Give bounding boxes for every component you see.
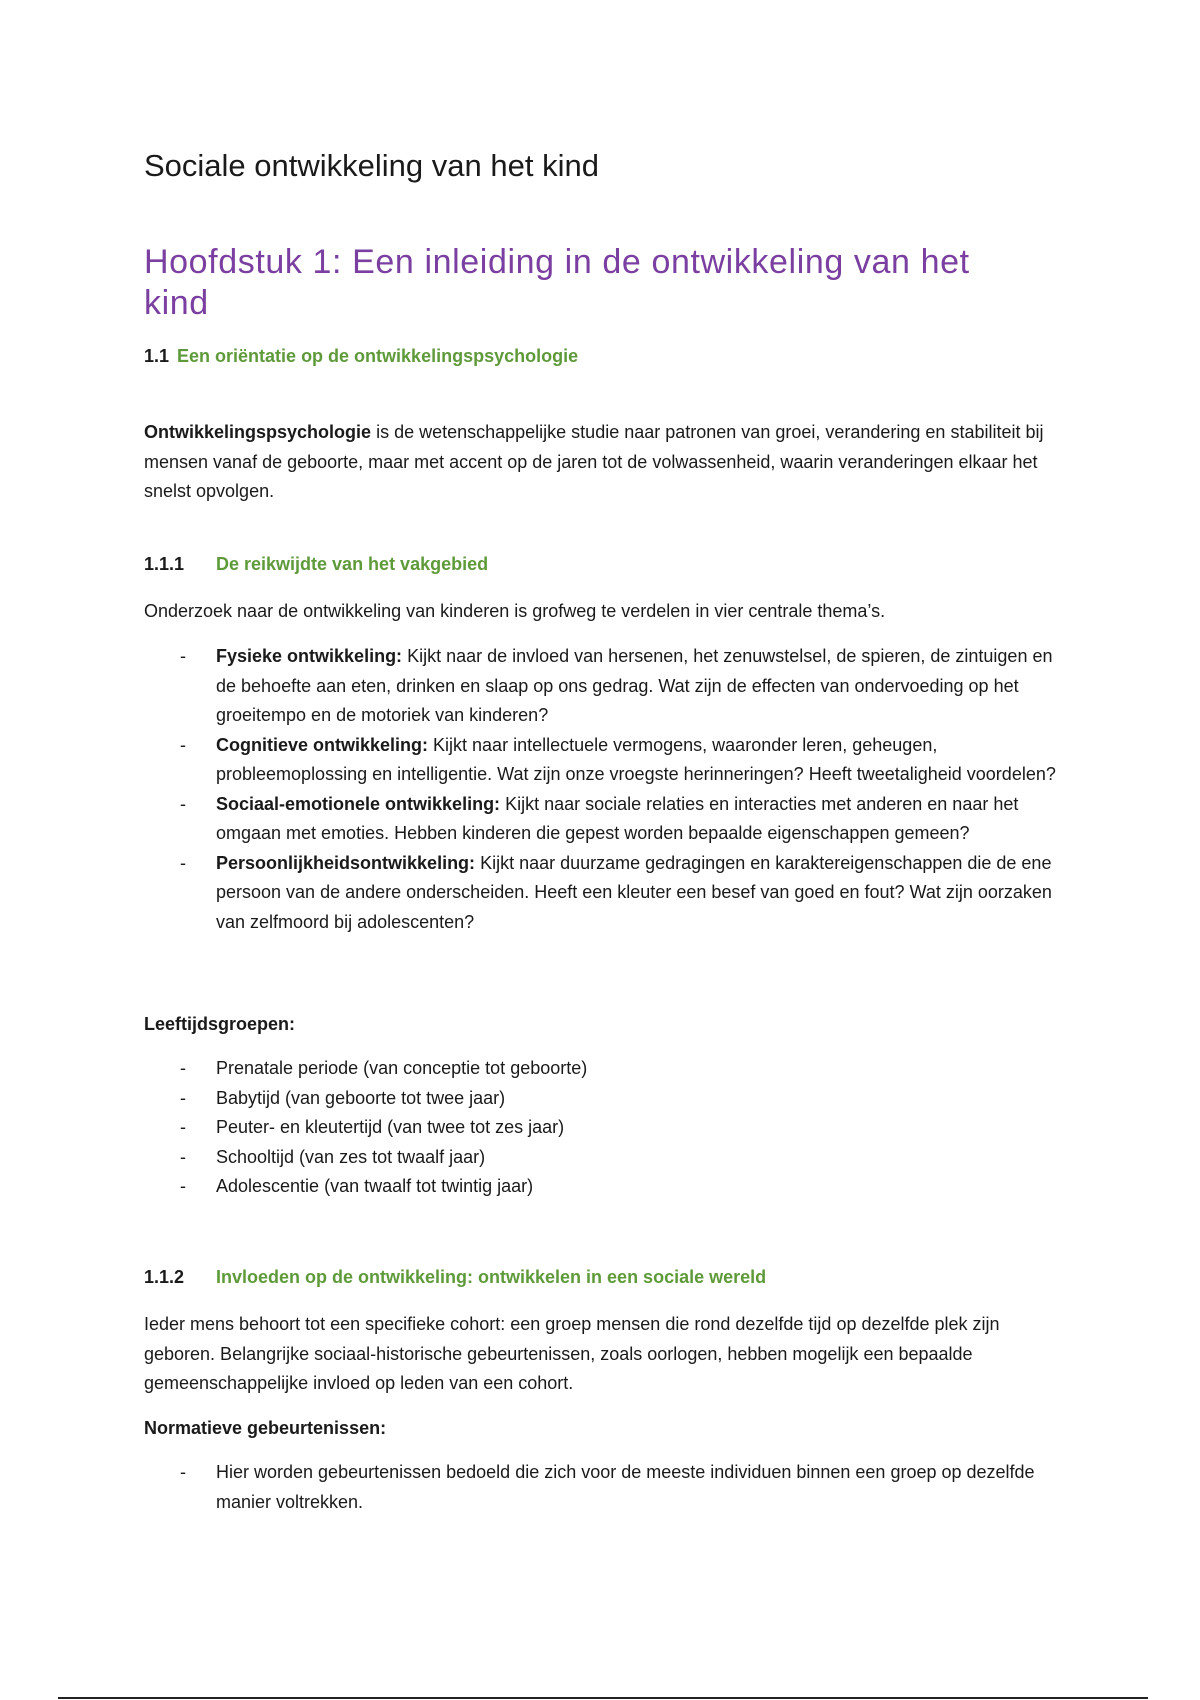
- themes-list: [144, 642, 1064, 937]
- section-1-1-1-heading: [144, 554, 488, 575]
- theme-term: Cognitieve ontwikkeling:: [216, 734, 429, 755]
- dash-bullet: -: [180, 734, 186, 755]
- normative-list: [144, 1458, 1064, 1517]
- list-item: [144, 1084, 1064, 1114]
- age-groups-label: Leeftijdsgroepen:: [144, 1014, 296, 1034]
- dash-bullet: -: [180, 1146, 186, 1167]
- age-group-text: Babytijd (van geboorte tot twee jaar): [216, 1087, 506, 1108]
- list-item: [144, 849, 1064, 938]
- section-title: De reikwijdte van het vakgebied: [216, 554, 489, 574]
- dash-bullet: -: [180, 793, 186, 814]
- age-groups-list: [144, 1054, 1064, 1202]
- theme-term: Persoonlijkheidsontwikkeling:: [216, 852, 476, 873]
- theme-text: Kijkt naar sociale relaties en interacties met anderen en naar het omgaan met emoties. Hebben kinderen die gepest worden bepaalde eigenschappen gemeen?: [216, 793, 1019, 843]
- age-group-text: Peuter- en kleutertijd (van twee tot zes jaar): [216, 1117, 565, 1137]
- theme-text: Kijkt naar de invloed van hersenen, het zenuwstelsel, de spieren, de zintuigen en de behoefte aan eten, drinken en slaap op ons gedrag. Wat zijn de effecten van ondervoeding op het groeitempo en de motoriek van kinderen?: [216, 646, 1053, 725]
- page-bottom-rule: [58, 1697, 1148, 1699]
- definition-term: Ontwikkelingspsychologie: [144, 422, 372, 442]
- definition-paragraph: [144, 418, 1044, 507]
- theme-term: Fysieke ontwikkeling:: [216, 646, 403, 666]
- list-item: [144, 1172, 1064, 1202]
- section-title: Een oriëntatie op de ontwikkelingspsychologie: [177, 346, 579, 366]
- dash-bullet: -: [180, 646, 186, 666]
- age-group-text: Adolescentie (van twaalf tot twintig jaar): [216, 1176, 534, 1196]
- dash-bullet: -: [180, 1462, 186, 1482]
- list-item: [144, 642, 1064, 731]
- theme-text: Kijkt naar intellectuele vermogens, waaronder leren, geheugen, probleemoplossing en intelligentie. Wat zijn onze vroegste herinneringen? Heeft tweetaligheid voordelen?: [216, 734, 1056, 784]
- dash-bullet: -: [180, 852, 186, 873]
- section-number: 1.1.1: [144, 554, 185, 574]
- dash-bullet: -: [180, 1087, 186, 1108]
- section-title: Invloeden op de ontwikkeling: ontwikkelen in een sociale wereld: [216, 1267, 767, 1287]
- dash-bullet: -: [180, 1176, 186, 1196]
- normative-label: Normatieve gebeurtenissen:: [144, 1418, 387, 1438]
- age-group-text: Schooltijd (van zes tot twaalf jaar): [216, 1146, 486, 1167]
- themes-intro: Onderzoek naar de ontwikkeling van kinderen is grofweg te verdelen in vier centrale thema’s.: [144, 601, 886, 621]
- normative-text: Hier worden gebeurtenissen bedoeld die zich voor de meeste individuen binnen een groep op dezelfde manier voltrekken.: [216, 1462, 1035, 1512]
- list-item: [144, 1458, 1064, 1517]
- list-item: [144, 731, 1064, 790]
- list-item: [144, 1054, 1064, 1084]
- document-title: Sociale ontwikkeling van het kind: [144, 148, 599, 183]
- dash-bullet: -: [180, 1058, 186, 1078]
- list-item: [144, 1143, 1064, 1173]
- chapter-title: Hoofdstuk 1: Een inleiding in de ontwikkeling van het kind: [144, 243, 970, 322]
- section-number: 1.1.2: [144, 1267, 185, 1287]
- theme-text: Kijkt naar duurzame gedragingen en karaktereigenschappen die de ene persoon van de andere onderscheiden. Heeft een kleuter een besef van goed en fout? Wat zijn oorzaken van zelfmoord bij adolescenten?: [216, 852, 1052, 932]
- definition-text: is de wetenschappelijke studie naar patronen van groei, verandering en stabiliteit bij mensen vanaf de geboorte, maar met accent op de jaren tot de volwassenheid, waarin veranderingen elkaar het snelst opvolgen.: [144, 422, 1044, 501]
- theme-term: Sociaal-emotionele ontwikkeling:: [216, 793, 501, 814]
- list-item: [144, 790, 1064, 849]
- list-item: [144, 1113, 1064, 1143]
- cohort-paragraph: Ieder mens behoort tot een specifieke cohort: een groep mensen die rond dezelfde tijd op dezelfde plek zijn geboren. Belangrijke sociaal-historische gebeurtenissen, zoals oorlogen, hebben mogelijk een bepaalde gemeenschappelijke invloed op leden van een cohort.: [144, 1314, 1000, 1393]
- age-group-text: Prenatale periode (van conceptie tot geboorte): [216, 1058, 588, 1078]
- dash-bullet: -: [180, 1117, 186, 1137]
- section-1-1-2-heading: [144, 1267, 766, 1288]
- section-1-1-heading: [144, 346, 578, 367]
- section-number: 1.1: [144, 346, 170, 366]
